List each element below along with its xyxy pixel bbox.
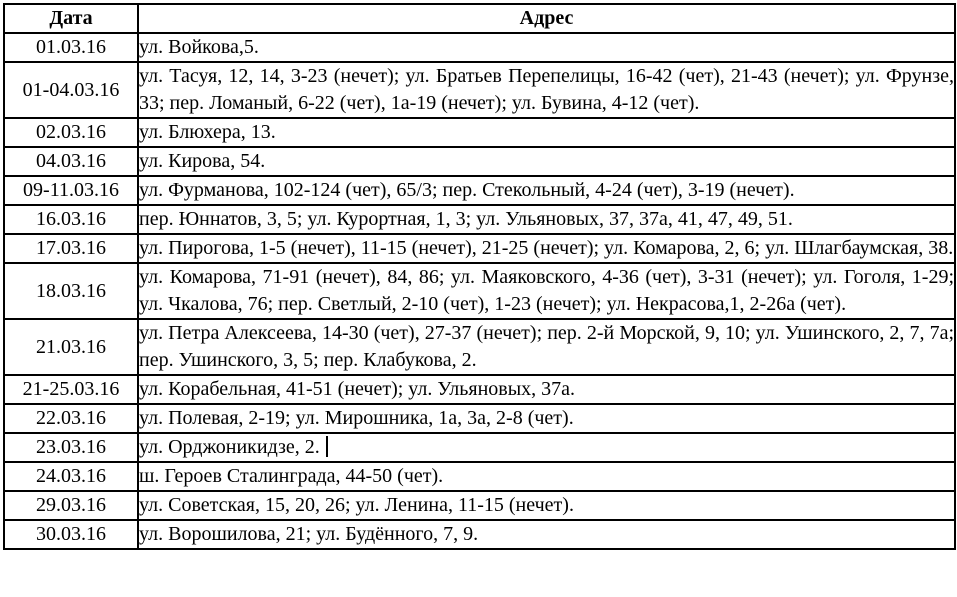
table-row <box>4 319 955 375</box>
date-cell[interactable]: 16.03.16 <box>4 205 138 234</box>
text-cursor <box>326 436 328 457</box>
schedule-table <box>3 3 956 550</box>
address-cell[interactable] <box>138 205 955 234</box>
address-text: ул. Комарова, 71-91 (нечет), 84, 86; ул. Маяковского, 4-36 (чет), 3-31 (нечет); ул. Гоголя, 1-29; ул. Чкалова, 76; пер. Светлый, 2-10 (чет), 1-23 (нечет); ул. Некрасова,1, 2-26а (чет). <box>139 266 954 315</box>
address-cell[interactable] <box>138 520 955 549</box>
date-cell[interactable]: 21.03.16 <box>4 319 138 375</box>
column-header-address: Адрес <box>138 4 955 33</box>
address-text: ул. Корабельная, 41-51 (нечет); ул. Ульяновых, 37а. <box>139 378 576 400</box>
address-cell[interactable] <box>138 491 955 520</box>
address-cell[interactable] <box>138 62 955 118</box>
date-cell[interactable]: 18.03.16 <box>4 263 138 319</box>
address-text: ул. Войкова,5. <box>139 36 259 58</box>
table-row <box>4 375 955 404</box>
address-cell[interactable] <box>138 147 955 176</box>
table-row <box>4 404 955 433</box>
address-text: ул. Фурманова, 102-124 (чет), 65/3; пер. Стекольный, 4-24 (чет), 3-19 (нечет). <box>139 179 795 201</box>
table-row <box>4 491 955 520</box>
table-row <box>4 433 955 462</box>
table-row <box>4 234 955 263</box>
address-text: ул. Кирова, 54. <box>139 150 266 172</box>
table-row <box>4 118 955 147</box>
address-cell[interactable] <box>138 263 955 319</box>
date-cell[interactable]: 01-04.03.16 <box>4 62 138 118</box>
address-text: ул. Петра Алексеева, 14-30 (чет), 27-37 (нечет); пер. 2-й Морской, 9, 10; ул. Ушинского, 2, 7, 7а; пер. Ушинского, 3, 5; пер. Клабукова, 2. <box>139 322 954 371</box>
date-cell[interactable]: 21-25.03.16 <box>4 375 138 404</box>
address-text: пер. Юннатов, 3, 5; ул. Курортная, 1, 3; ул. Ульяновых, 37, 37а, 41, 47, 49, 51. <box>139 208 793 230</box>
table-row <box>4 62 955 118</box>
address-cell[interactable] <box>138 319 955 375</box>
table-row <box>4 147 955 176</box>
address-cell[interactable] <box>138 176 955 205</box>
address-text: ул. Ворошилова, 21; ул. Будённого, 7, 9. <box>139 523 479 545</box>
address-text: ш. Героев Сталинграда, 44-50 (чет). <box>139 465 444 487</box>
date-cell[interactable]: 02.03.16 <box>4 118 138 147</box>
date-cell[interactable]: 17.03.16 <box>4 234 138 263</box>
date-cell[interactable]: 22.03.16 <box>4 404 138 433</box>
table-row <box>4 462 955 491</box>
address-cell[interactable] <box>138 33 955 62</box>
address-text: ул. Орджоникидзе, 2. <box>139 436 320 458</box>
date-cell[interactable]: 24.03.16 <box>4 462 138 491</box>
address-cell[interactable] <box>138 433 955 462</box>
address-cell[interactable] <box>138 462 955 491</box>
date-cell[interactable]: 04.03.16 <box>4 147 138 176</box>
table-row <box>4 520 955 549</box>
table-row <box>4 263 955 319</box>
column-header-date: Дата <box>4 4 138 33</box>
address-cell[interactable] <box>138 118 955 147</box>
address-cell[interactable] <box>138 234 955 263</box>
address-text: ул. Полевая, 2-19; ул. Мирошника, 1а, 3а, 2-8 (чет). <box>139 407 574 429</box>
date-cell[interactable]: 01.03.16 <box>4 33 138 62</box>
address-text: ул. Тасуя, 12, 14, 3-23 (нечет); ул. Братьев Перепелицы, 16-42 (чет), 21-43 (нечет); ул. Фрунзе, 33; пер. Ломаный, 6-22 (чет), 1а-19 (нечет); ул. Бувина, 4-12 (чет). <box>139 65 954 114</box>
table-row <box>4 176 955 205</box>
address-cell[interactable] <box>138 404 955 433</box>
address-text: ул. Советская, 15, 20, 26; ул. Ленина, 11-15 (нечет). <box>139 494 574 516</box>
header-row <box>4 4 955 33</box>
date-cell[interactable]: 09-11.03.16 <box>4 176 138 205</box>
table-row <box>4 33 955 62</box>
table-row <box>4 205 955 234</box>
address-text: ул. Блюхера, 13. <box>139 121 276 143</box>
date-cell[interactable]: 29.03.16 <box>4 491 138 520</box>
date-cell[interactable]: 23.03.16 <box>4 433 138 462</box>
date-cell[interactable]: 30.03.16 <box>4 520 138 549</box>
address-text: ул. Пирогова, 1-5 (нечет), 11-15 (нечет), 21-25 (нечет); ул. Комарова, 2, 6; ул. Шлагбаумская, 38. <box>139 237 954 259</box>
address-cell[interactable] <box>138 375 955 404</box>
